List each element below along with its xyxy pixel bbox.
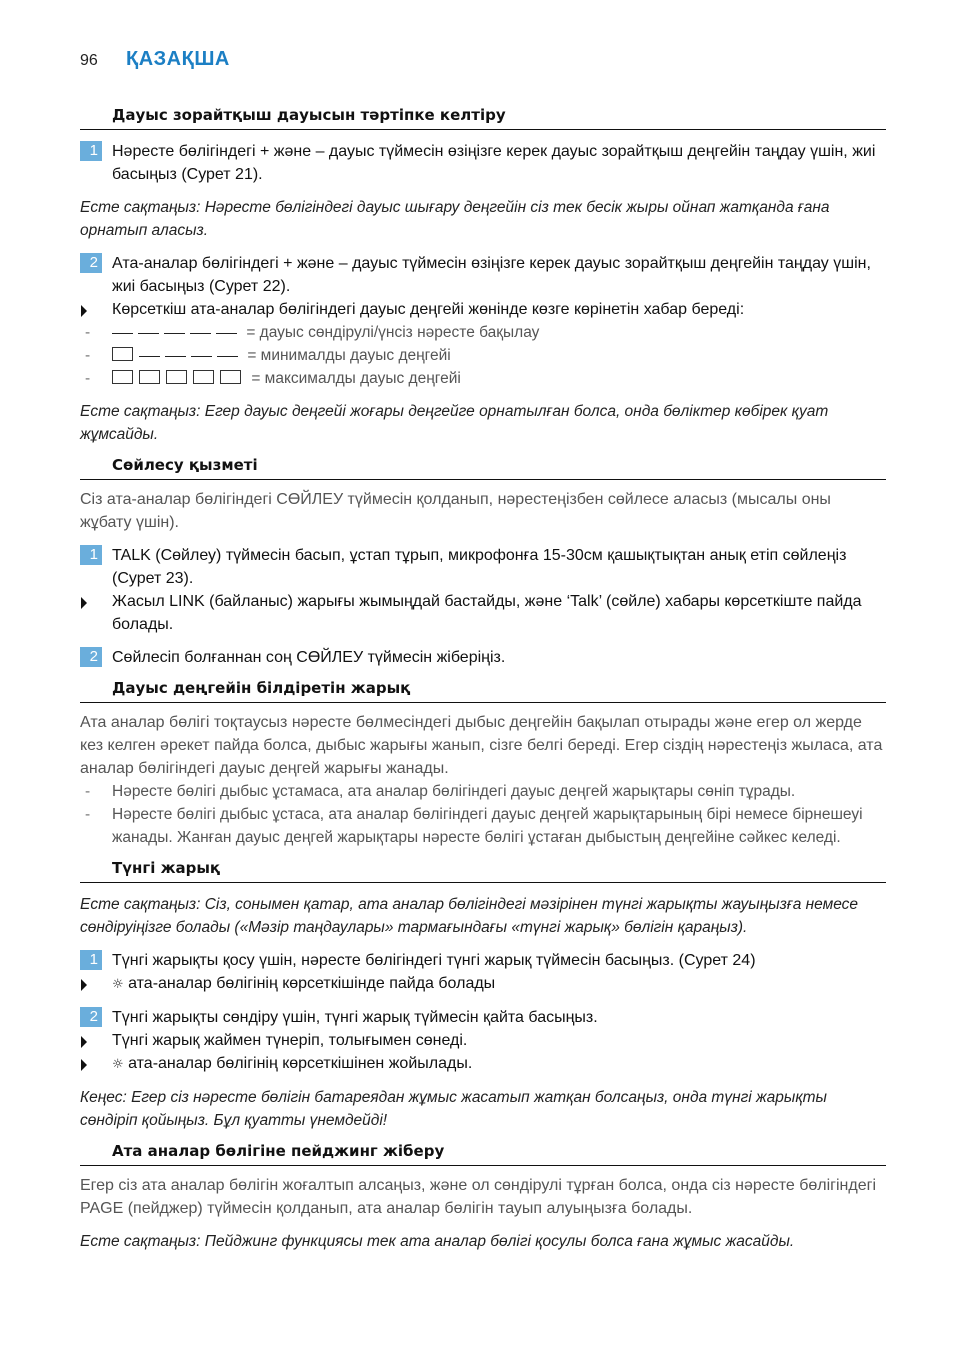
step-number-badge: 1 xyxy=(80,141,102,161)
dash-marker: - xyxy=(85,347,91,364)
result-bullet xyxy=(80,972,886,996)
tip: Кеңес: Егер сіз нәресте бөлігін батареядан жұмыс жасатып жатқан болсаңыз, онда түнгі жарықты сөндіріп қойыңыз. Бұл қуатты үнемдейді! xyxy=(80,1089,827,1129)
step-1 xyxy=(80,544,886,590)
step-number-badge: 1 xyxy=(80,545,102,565)
volume-level-min-icon xyxy=(112,347,243,364)
list-item xyxy=(80,803,886,849)
bullet-arrow-icon xyxy=(81,305,87,317)
note: Есте сақтаңыз: Сіз, сонымен қатар, ата аналар бөлігіндегі мәзірінен түнгі жарықты жауыңызға немесе сөндіруіңізге болады («Мәзір таңдаулары» тармағындағы «түнгі жарық» бөлігін қараңыз). xyxy=(80,896,859,936)
section-title-volume: Дауыс зорайтқыш дауысын тәртіпке келтіру xyxy=(80,104,886,130)
level-item-off xyxy=(80,321,886,344)
list-item xyxy=(80,780,886,803)
section-title-night-light: Түнгі жарық xyxy=(80,857,886,883)
volume-level-off-icon xyxy=(112,324,242,341)
page-number: 96 xyxy=(80,52,98,69)
bullet-arrow-icon xyxy=(81,1036,87,1048)
bullet-arrow-icon xyxy=(81,597,87,609)
bullet-text: ата-аналар бөлігінің көрсеткішінен жойылады. xyxy=(128,1055,473,1072)
step-1 xyxy=(80,949,886,972)
night-light-sun-icon: ☼ xyxy=(112,977,124,992)
note: Есте сақтаңыз: Пейджинг функциясы тек ата аналар бөлігі қосулы болса ғана жұмыс жасайды. xyxy=(80,1233,795,1250)
language-title: ҚАЗАҚША xyxy=(126,48,230,70)
bullet-text: Түнгі жарық жаймен түнеріп, толығымен сөнеді. xyxy=(112,1032,468,1049)
list-item-text: Нәресте бөлігі дыбыс ұстамаса, ата аналар бөлігіндегі дауыс деңгей жарықтары сөніп тұрады. xyxy=(112,783,796,800)
night-light-sun-icon: ☼ xyxy=(112,1057,124,1072)
note: Есте сақтаңыз: Нәресте бөлігіндегі дауыс шығару деңгейін сіз тек бесік жыры ойнап жатқанда ғана орнатып аласыз. xyxy=(80,199,830,239)
step-number-badge: 2 xyxy=(80,1007,102,1027)
paragraph: Ата аналар бөлігі тоқтаусыз нәресте бөлмесіндегі дыбыс деңгейін бақылап отырады және егер ол жерде кез келген әрекет пайда болса, дыбыс жарығы жанып, сізге белгі береді. Егер сіздің нәрестеңіз жыласа, ата аналар бөлігіндегі дауыс деңгей жарығы жанады. xyxy=(80,714,883,777)
level-text: = максималды дауыс деңгейі xyxy=(251,370,461,387)
paragraph: Егер сіз ата аналар бөлігін жоғалтып алсаңыз, және ол сөндірулі тұрған болса, онда сіз нәресте бөлігіндегі PAGE (пейджер) түймесін қолданып, ата аналар бөлігін тауып алуыңызға болады. xyxy=(80,1177,877,1217)
bullet-arrow-icon xyxy=(81,979,87,991)
bullet-text: Жасыл LINK (байланыс) жарығы жымыңдай бастайды, және ‘Talk’ (сөйле) хабары көрсеткіште пайда болады. xyxy=(112,593,862,633)
step-2 xyxy=(80,252,886,298)
result-bullet xyxy=(80,1029,886,1052)
paragraph: Сіз ата-аналар бөлігіндегі СӨЙЛЕУ түймесін қолданып, нәрестеңізбен сөйлесе аласыз (мысалы оны жұбату үшін). xyxy=(80,491,831,531)
dash-marker: - xyxy=(85,370,91,387)
step-2 xyxy=(80,646,886,669)
result-bullet xyxy=(80,1052,886,1076)
section-title-talk: Сөйлесу қызметі xyxy=(80,454,886,480)
step-1 xyxy=(80,140,886,186)
step-number-badge: 1 xyxy=(80,950,102,970)
result-bullet xyxy=(80,590,886,636)
section-title-paging: Ата аналар бөлігіне пейджинг жіберу xyxy=(80,1140,886,1166)
level-item-max xyxy=(80,367,886,390)
document-body xyxy=(80,104,886,1253)
step-text: TALK (Сөйлеу) түймесін басып, ұстап тұрып, микрофонға 15-30см қашықтықтан анық етіп сөйлеңіз (Сурет 23). xyxy=(112,547,847,587)
step-text: Түнгі жарықты қосу үшін, нәресте бөлігіндегі түнгі жарық түймесін басыңыз. (Сурет 24) xyxy=(112,952,756,969)
step-number-badge: 2 xyxy=(80,647,102,667)
level-text: = минималды дауыс деңгейі xyxy=(247,347,451,364)
level-item-min xyxy=(80,344,886,367)
step-text: Сөйлесіп болғаннан соң СӨЙЛЕУ түймесін жіберіңіз. xyxy=(112,649,506,666)
dash-marker: - xyxy=(85,806,91,823)
step-number-badge: 2 xyxy=(80,253,102,273)
bullet-text: ата-аналар бөлігінің көрсеткішінде пайда болады xyxy=(128,975,496,992)
note: Есте сақтаңыз: Егер дауыс деңгейі жоғары деңгейге орнатылған болса, онда бөліктер көбірек қуат жұмсайды. xyxy=(80,403,829,443)
step-2 xyxy=(80,1006,886,1029)
section-title-sound-light: Дауыс деңгейін білдіретін жарық xyxy=(80,677,886,703)
level-text: = дауыс сөндірулі/үнсіз нәресте бақылау xyxy=(246,324,540,341)
volume-level-max-icon xyxy=(112,370,247,387)
bullet-text: Көрсеткіш ата-аналар бөлігіндегі дауыс деңгейі жөнінде көзге көрінетін хабар береді: xyxy=(112,301,745,318)
step-text: Ата-аналар бөлігіндегі + және – дауыс түймесін өзіңізге керек дауыс зорайтқыш деңгейін таңдау үшін, жиі басыңыз (Сурет 22). xyxy=(112,255,871,295)
list-item-text: Нәресте бөлігі дыбыс ұстаса, ата аналар бөлігіндегі дауыс деңгей жарықтарының бірі немесе бірнешеуі жанады. Жанған дауыс деңгей жарықтары нәресте бөлігі ұстаған дыбыстың деңгейіне сәйкес келеді. xyxy=(112,806,863,846)
dash-marker: - xyxy=(85,783,91,800)
step-text: Түнгі жарықты сөндіру үшін, түнгі жарық түймесін қайта басыңыз. xyxy=(112,1009,598,1026)
result-bullet xyxy=(80,298,886,321)
step-text: Нәресте бөлігіндегі + және – дауыс түймесін өзіңізге керек дауыс зорайтқыш деңгейін таңдау үшін, жиі басыңыз (Сурет 21). xyxy=(112,143,876,183)
dash-marker: - xyxy=(85,324,91,341)
bullet-arrow-icon xyxy=(81,1059,87,1071)
